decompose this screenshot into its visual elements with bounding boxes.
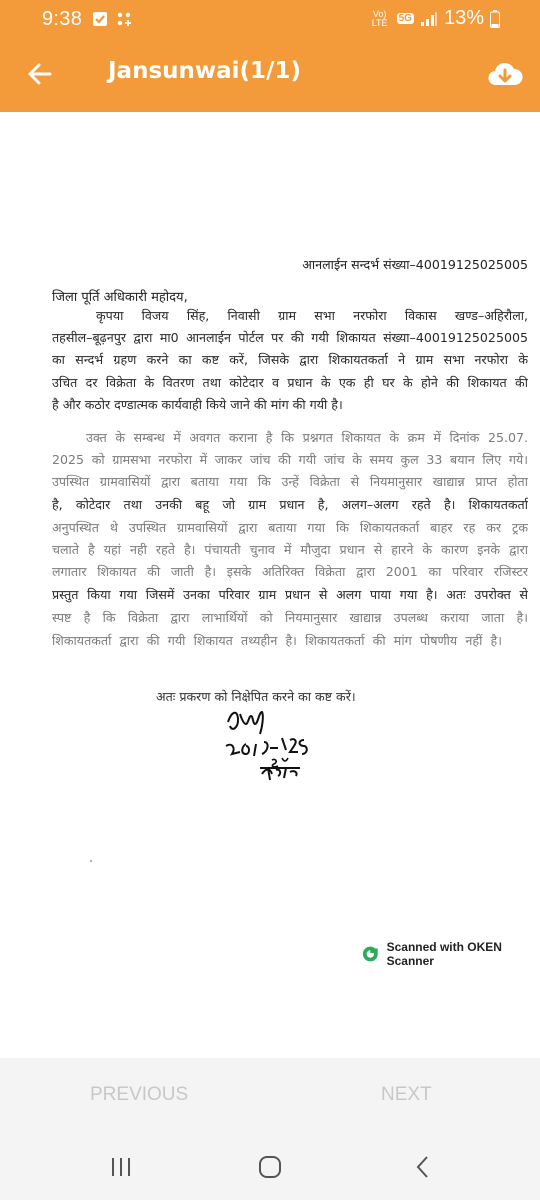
previous-button[interactable]: PREVIOUS xyxy=(90,1084,189,1105)
scanner-watermark-text: Scanned with OKEN Scanner xyxy=(386,940,502,968)
doc-line: अनुपस्थित थे उपस्थित ग्रामवासियों द्वारा बताया गया कि शिकायतकर्ता बाहर रह कर ट्रक xyxy=(52,520,528,535)
battery-percent: 13% xyxy=(443,7,484,29)
doc-line: उक्त के सम्बन्ध में अवगत कराना है कि प्रश्नगत शिकायत के क्रम में दिनांक 25.07. xyxy=(86,430,528,445)
cloud-download-icon[interactable] xyxy=(486,56,524,94)
doc-line: उचित दर विक्रेता के वितरण तथा कोटेदार व प्रधान के एक ही घर के होने की शिकायत की xyxy=(52,375,528,390)
grid-dots-icon xyxy=(116,11,132,27)
status-right xyxy=(369,7,500,30)
signal-icon xyxy=(420,11,438,27)
scan-speck xyxy=(90,860,92,862)
doc-line: है और कठोर दण्डात्मक कार्यवाही किये जाने की मांग की गयी है। xyxy=(52,397,343,412)
home-icon[interactable] xyxy=(257,1154,283,1180)
oken-logo-icon xyxy=(362,945,379,963)
app-bar xyxy=(0,36,540,112)
back-icon[interactable] xyxy=(410,1154,436,1180)
battery-icon xyxy=(490,10,500,28)
doc-line: चलाते है यहां नही रहते है। पंचायती चुनाव में मौजुदा प्रधान से हारने के कारण इनके द्वारा xyxy=(52,542,528,557)
doc-line: है, कोटेदार तथा उनकी बहू जो ग्राम प्रधान है, अलग–अलग रहते है। शिकायतकर्ता xyxy=(52,497,528,512)
doc-line: प्रस्तुत किया गया जिसमें उनका परिवार ग्राम प्रधान से अलग पाया गया है। अतः उपरोक्त से xyxy=(52,587,528,602)
doc-line: 2025 को ग्रामसभा नरफोरा में जाकर जांच की गयी जांच के समय कुल 33 बयान लिए गये। xyxy=(52,452,528,467)
status-time: 9:38 xyxy=(42,8,83,30)
doc-line: कृपया विजय सिंह, निवासी ग्राम सभा नरफोरा विकास खण्ड–अहिरौला, xyxy=(96,308,528,323)
salutation: जिला पूर्ति अधिकारी महोदय, xyxy=(52,290,188,305)
doc-line: लगातार शिकायत की जाती है। इसके अतिरिक्त विक्रेता द्वारा 2001 का परिवार रजिस्टर xyxy=(52,564,528,579)
doc-line: उपस्थित ग्रामवासियों द्वारा बताया गया कि उन्हें विक्रेता से नियमानुसार खाद्यान्न प्राप्त होता xyxy=(52,474,528,489)
network-5g: 5G xyxy=(398,13,412,24)
online-reference-number: आनलाईन सन्दर्भ संख्या–40019125025005 xyxy=(302,257,528,272)
page-title: Jansunwai(1/1) xyxy=(108,58,301,84)
checkbox-icon xyxy=(92,11,108,27)
system-nav-bar xyxy=(0,1134,540,1200)
scanner-watermark xyxy=(362,940,540,968)
arrow-left-icon[interactable] xyxy=(24,58,56,90)
doc-line: शिकायतकर्ता द्वारा की गयी शिकायत तथ्यहीन है। शिकायतकर्ता की मांग पोषणीय नहीं है। xyxy=(52,633,502,648)
next-button[interactable]: NEXT xyxy=(381,1084,432,1105)
status-bar xyxy=(0,0,540,36)
doc-line: स्पष्ट है कि विक्रेता द्वारा लाभार्थियों को नियमानुसार खाद्यान्न उपलब्ध कराया जाता है। xyxy=(52,610,528,625)
recents-icon[interactable] xyxy=(108,1154,134,1180)
doc-line: का सन्दर्भ ग्रहण करने का कष्ट करें, जिसके द्वारा शिकायतकर्ता ने ग्राम सभा नरफोरा के xyxy=(52,352,528,367)
network-label: Vo) LTE xyxy=(371,8,388,28)
closing-line: अतः प्रकरण को निक्षेपित करने का कष्ट करें। xyxy=(156,689,356,704)
document-viewer[interactable] xyxy=(0,112,540,1058)
handwritten-signature xyxy=(220,700,320,790)
doc-line: तहसील–बूढ़नपुर द्वारा मा0 आनलाईन पोर्टल पर की गयी शिकायत संख्या–40019125025005 xyxy=(52,330,528,345)
pager-bar xyxy=(0,1058,540,1134)
